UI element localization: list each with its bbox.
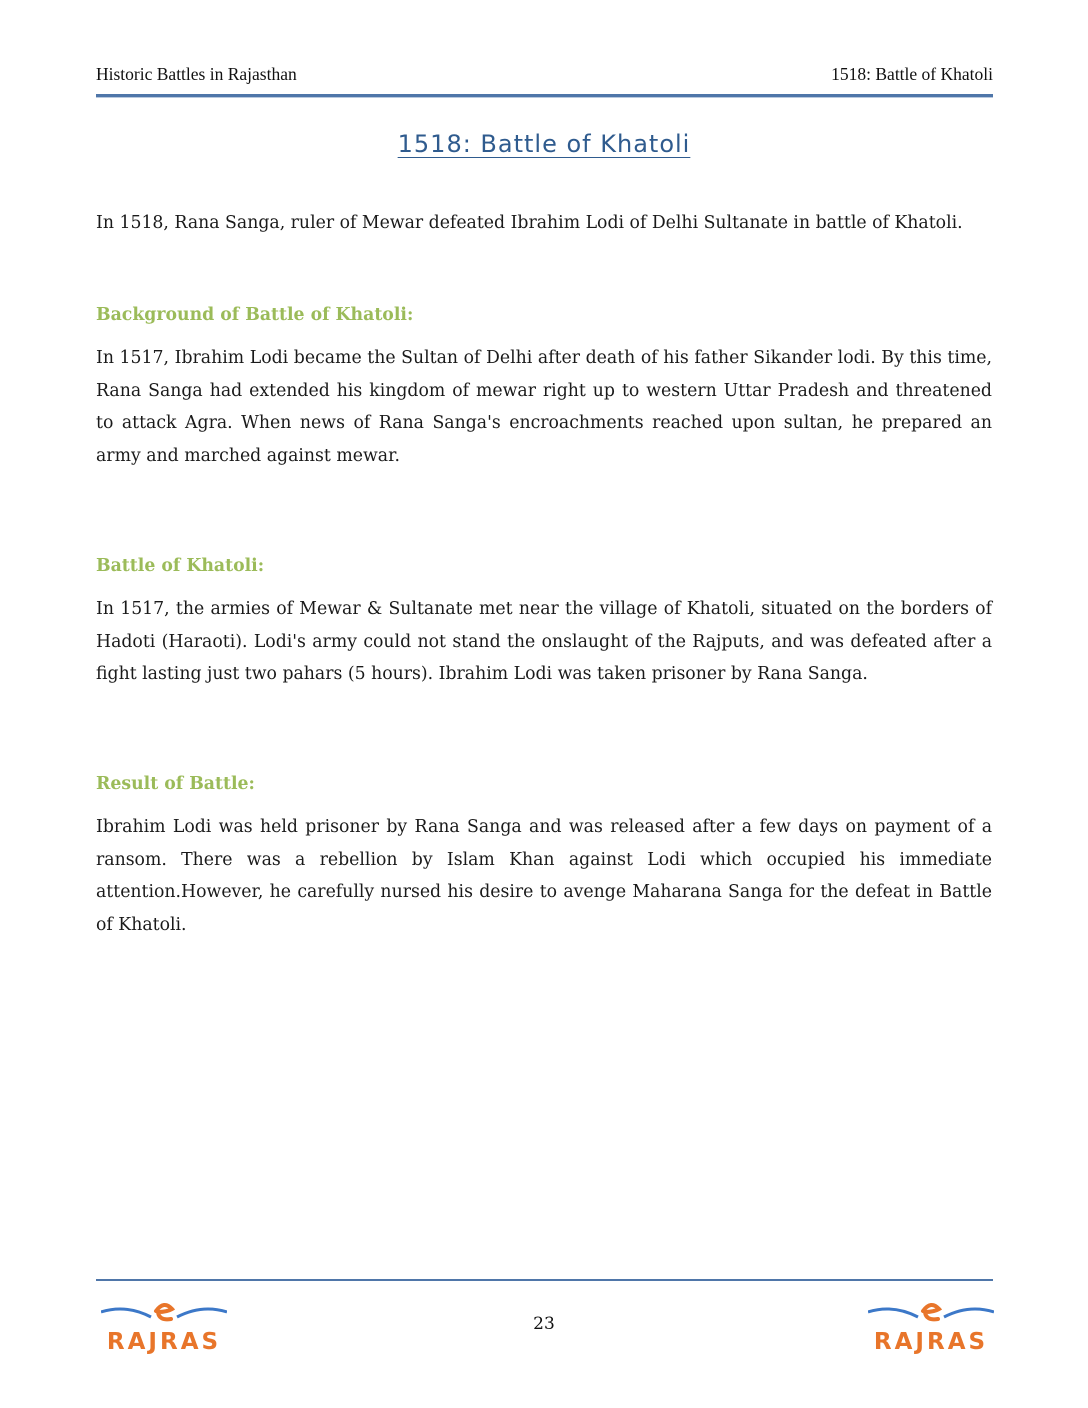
- logo-text: RAJRAS: [873, 1329, 989, 1354]
- rajras-logo-right: [868, 1298, 994, 1354]
- rajras-logo-left: [101, 1298, 227, 1354]
- page-title: [0, 130, 1088, 158]
- page-title-text: 1518: Battle of Khatoli: [397, 130, 691, 158]
- footer-rule: [96, 1279, 993, 1281]
- header-left-title: Historic Battles in Rajasthan: [96, 64, 297, 84]
- section-body-result: Ibrahim Lodi was held prisoner by Rana Sanga and was released after a few days on payment of a ransom. There was a rebellion by Islam Khan against Lodi which occupied his immediate attention.However, he carefully nursed his desire to avenge Maharana Sanga for the defeat in Battle of Khatoli.: [96, 817, 992, 935]
- section-heading-battle: Battle of Khatoli:: [96, 556, 265, 576]
- section-body-battle: In 1517, the armies of Mewar & Sultanate met near the village of Khatoli, situated on the borders of Hadoti (Haraoti). Lodi's army could not stand the onslaught of the Rajputs, and was defeated after a fight lasting just two pahars (5 hours). Ibrahim Lodi was taken prisoner by Rana Sanga.: [96, 599, 992, 684]
- header-rule: [96, 94, 993, 98]
- section-body-background: In 1517, Ibrahim Lodi became the Sultan of Delhi after death of his father Sikander lodi. By this time, Rana Sanga had extended his kingdom of mewar right up to western Uttar Pradesh and threatened to attack Agra. When news of Rana Sanga's encroachments reached upon sultan, he prepared an army and marched against mewar.: [96, 348, 992, 466]
- section-heading-result: Result of Battle:: [96, 774, 255, 794]
- section-heading-background: Background of Battle of Khatoli:: [96, 305, 414, 325]
- intro-paragraph: In 1518, Rana Sanga, ruler of Mewar defeated Ibrahim Lodi of Delhi Sultanate in battle of Khatoli.: [96, 213, 963, 233]
- logo-text: RAJRAS: [106, 1329, 222, 1354]
- header-right-title: 1518: Battle of Khatoli: [831, 64, 993, 84]
- page-number: 23: [533, 1314, 555, 1334]
